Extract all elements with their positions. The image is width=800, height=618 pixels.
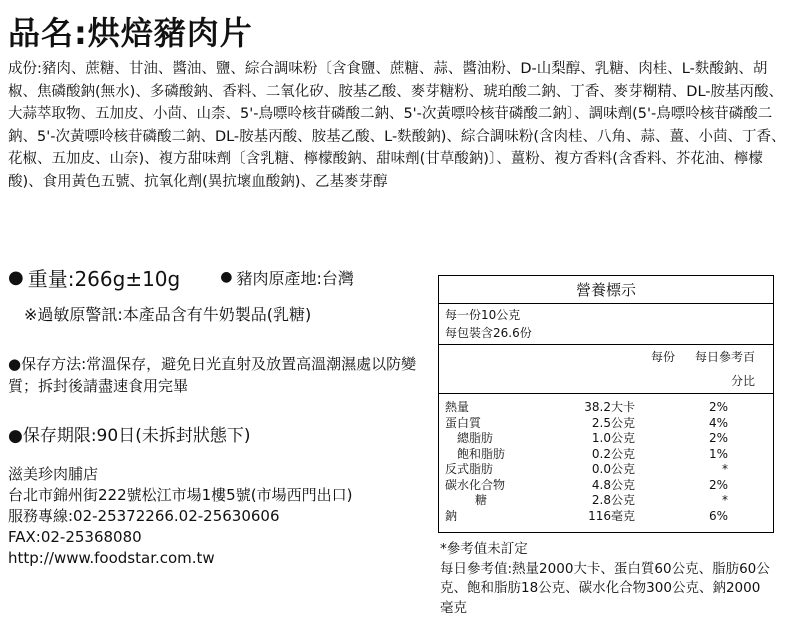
weight-row <box>8 262 428 292</box>
nutrient-value: 116毫克 <box>565 509 643 525</box>
nutrition-header <box>439 344 773 394</box>
nutrition-table <box>438 275 774 533</box>
col-daily: 每日參考百分比 <box>685 345 773 393</box>
table-row <box>439 416 773 432</box>
reference-text: 每日參考值:熱量2000大卡、蛋白質60公克、脂肪60公克、飽和脂肪18公克、碳水化合物300公克、鈉2000毫克 <box>440 560 770 618</box>
company-phone: 服務專線:02-25372266.02-25630606 <box>8 506 428 527</box>
nutrient-name: 糖 <box>439 493 565 509</box>
col-per-serving: 每份 <box>555 345 685 393</box>
nutrient-name: 總脂肪 <box>439 431 565 447</box>
serving-size: 每一份10公克 <box>445 306 767 324</box>
nutrition-title: 營養標示 <box>439 276 773 304</box>
table-row <box>439 400 773 416</box>
product-title: 品名:烘焙豬肉片 <box>8 8 253 54</box>
nutrient-name: 碳水化合物 <box>439 478 565 494</box>
servings-per-pack: 每包裝含26.6份 <box>445 324 767 342</box>
serving-info <box>439 304 773 344</box>
nutrient-name: 熱量 <box>439 400 565 416</box>
bullet-icon: ● <box>8 267 24 288</box>
nutrient-value: 1.0公克 <box>565 431 643 447</box>
nutrition-rows <box>439 394 773 532</box>
origin-text: 豬肉原產地:台灣 <box>236 266 353 289</box>
company-fax: FAX:02-25368080 <box>8 527 428 548</box>
nutrient-value: 0.0公克 <box>565 462 643 478</box>
nutrient-daily: 2% <box>643 400 773 416</box>
table-row <box>439 447 773 463</box>
shelf-life: ●保存期限:90日(未拆封狀態下) <box>8 421 428 446</box>
nutrient-name: 鈉 <box>439 509 565 525</box>
company-url[interactable]: http://www.foodstar.com.tw <box>8 548 428 569</box>
nutrient-daily: 2% <box>643 431 773 447</box>
ingredients-list: 成份:豬肉、蔗糖、甘油、醬油、鹽、綜合調味粉〔含食鹽、蔗糖、蒜、醬油粉、D-山梨醇、乳糖、肉桂、L-麩酸鈉、胡椒、焦磷酸鈉(無水)、多磷酸鈉、香料、二氧化矽、胺基乙酸、麥芽糖粉、琥珀酸二鈉、丁香、麥芽糊精、DL-胺基丙酸、大蒜萃取物、五加皮、小茴、山柰、5'-鳥嘌呤核苷磷酸二鈉、5'-次黃嘌呤核苷磷酸二鈉〕、調味劑(5'-鳥嘌呤核苷磷酸二鈉、5'-次黃嘌呤核苷磷酸二鈉、DL-胺基丙酸、胺基乙酸、L-麩酸鈉)、綜合調味粉(含肉桂、八角、蒜、薑、小茴、丁香、花椒、五加皮、山奈)、複方甜味劑〔含乳糖、檸檬酸鈉、甜味劑(甘草酸鈉)〕、薑粉、複方香料(含香料、芥花油、檸檬酸)、食用黃色五號、抗氧化劑(異抗壞血酸鈉)、乙基麥芽醇 <box>8 58 792 193</box>
nutrient-daily: 2% <box>643 478 773 494</box>
nutrient-daily: * <box>643 462 773 478</box>
nutrient-name: 蛋白質 <box>439 416 565 432</box>
reference-note: *參考值未訂定 <box>440 540 770 560</box>
table-row <box>439 431 773 447</box>
table-row <box>439 478 773 494</box>
bullet-icon: ● <box>220 269 232 285</box>
storage-method: ●保存方法:常溫保存，避免日光直射及放置高溫潮濕處以防變質；拆封後請盡速食用完畢 <box>8 353 428 397</box>
nutrient-daily: * <box>643 493 773 509</box>
nutrient-value: 4.8公克 <box>565 478 643 494</box>
nutrient-name: 反式脂肪 <box>439 462 565 478</box>
nutrient-daily: 1% <box>643 447 773 463</box>
nutrient-name: 飽和脂肪 <box>439 447 565 463</box>
table-row <box>439 493 773 509</box>
nutrient-value: 0.2公克 <box>565 447 643 463</box>
origin-row <box>220 266 354 289</box>
company-name: 滋美珍肉脯店 <box>8 464 428 485</box>
nutrient-value: 2.8公克 <box>565 493 643 509</box>
nutrient-value: 38.2大卡 <box>565 400 643 416</box>
nutrient-daily: 6% <box>643 509 773 525</box>
nutrient-value: 2.5公克 <box>565 416 643 432</box>
company-info <box>8 464 428 569</box>
nutrient-daily: 4% <box>643 416 773 432</box>
allergen-warning: ※過敏原警訊:本產品含有牛奶製品(乳糖) <box>8 302 428 325</box>
product-info <box>8 262 428 569</box>
weight-text: 重量:266g±10g <box>28 263 181 292</box>
table-row <box>439 509 773 525</box>
reference-values <box>440 540 770 618</box>
table-row <box>439 462 773 478</box>
company-address: 台北市錦州街222號松江市場1樓5號(市場西門出口) <box>8 485 428 506</box>
